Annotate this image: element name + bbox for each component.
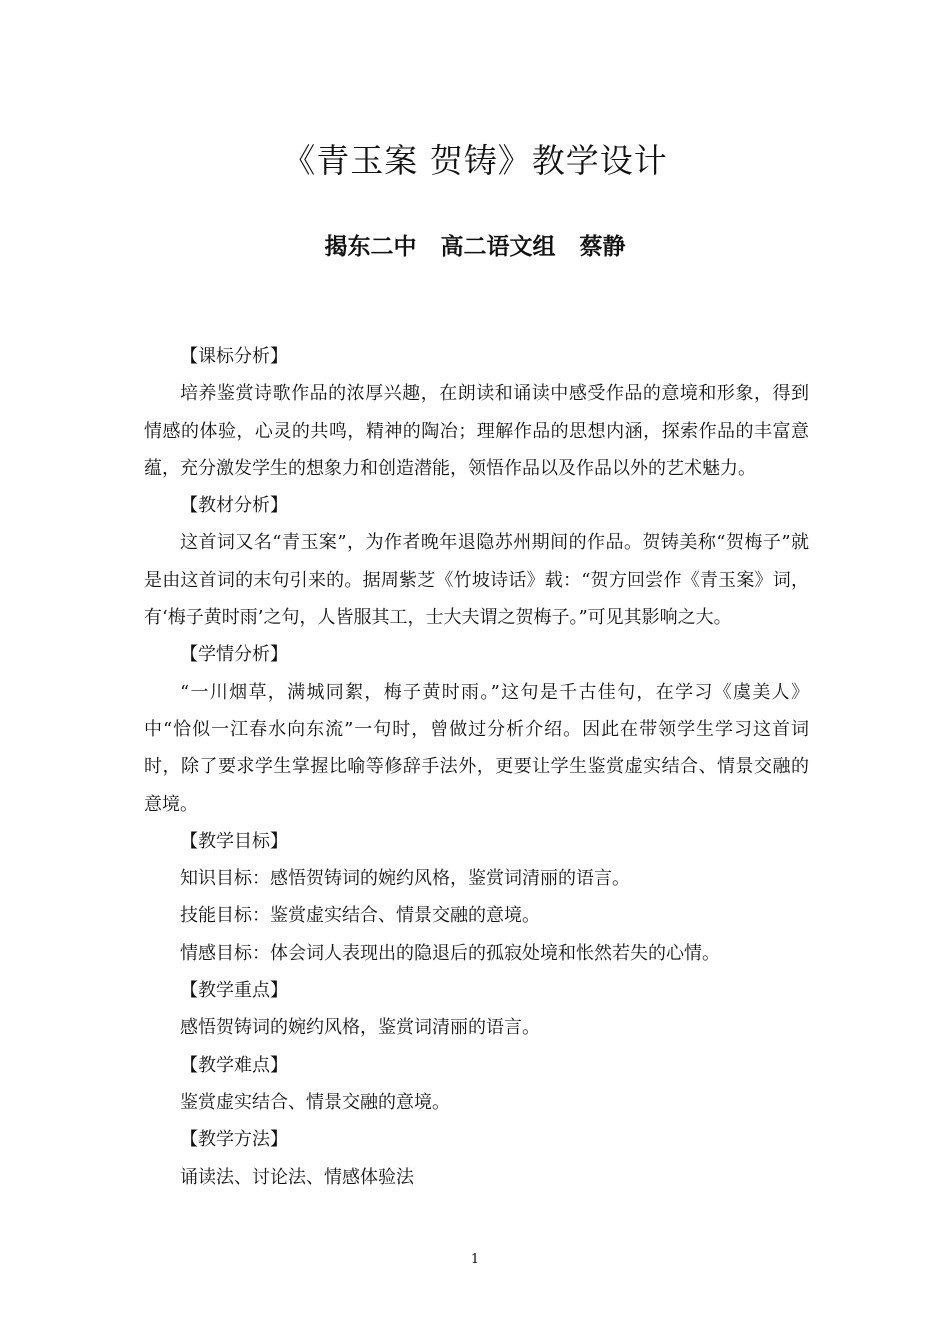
section-paragraph-keypoints: 感悟贺铸词的婉约风格，鉴赏词清丽的语言。: [180, 1017, 540, 1039]
section-heading-textbook: 【教材分析】: [180, 495, 288, 517]
objective-knowledge: 知识目标：感悟贺铸词的婉约风格，鉴赏词清丽的语言。: [180, 868, 630, 890]
section-heading-difficulties: 【教学难点】: [180, 1054, 288, 1076]
section-paragraph-students: “一川烟草，满城同絮，梅子黄时雨。”这句是千古佳句，在学习《虞美人》中“恰似一江春水向东流”一句时，曾做过分析介绍。因此在带领学生学习这首词时，除了要求学生掌握比喻等修辞手法外，更要让学生鉴赏虚实结合、情景交融的意境。: [144, 681, 809, 815]
page-number: 1: [470, 1252, 480, 1267]
section-paragraph-textbook: 这首词又名“青玉案”，为作者晚年退隐苏州期间的作品。贺铸美称“贺梅子”就是由这首词的末句引来的。据周紫芝《竹坡诗话》载：“贺方回尝作《青玉案》词，有‘梅子黄时雨’之句，人皆服其工，士大夫谓之贺梅子。”可见其影响之大。: [144, 532, 809, 629]
section-heading-students: 【学情分析】: [180, 644, 288, 666]
objective-skill: 技能目标：鉴赏虚实结合、情景交融的意境。: [180, 905, 540, 927]
section-heading-objectives: 【教学目标】: [180, 830, 288, 852]
section-heading-curriculum: 【课标分析】: [180, 346, 288, 367]
section-paragraph-methods: 诵读法、讨论法、情感体验法: [180, 1166, 414, 1188]
section-paragraph-curriculum: 培养鉴赏诗歌作品的浓厚兴趣，在朗读和诵读中感受作品的意境和形象，得到情感的体验，心灵的共鸣，精神的陶冶；理解作品的思想内涵，探索作品的丰富意蕴，充分激发学生的想象力和创造潜能，领悟作品以及作品以外的艺术魅力。: [144, 383, 809, 479]
section-heading-methods: 【教学方法】: [180, 1129, 288, 1151]
section-heading-keypoints: 【教学重点】: [180, 980, 288, 1002]
section-paragraph-difficulties: 鉴赏虚实结合、情景交融的意境。: [180, 1091, 450, 1113]
document-body: [144, 338, 809, 1196]
objective-emotion: 情感目标：体会词人表现出的隐退后的孤寂处境和怅然若失的心情。: [180, 942, 720, 964]
document-title: 《青玉案 贺铸》教学设计: [282, 141, 668, 180]
author-line: 揭东二中 高二语文组 蔡静: [324, 234, 626, 260]
